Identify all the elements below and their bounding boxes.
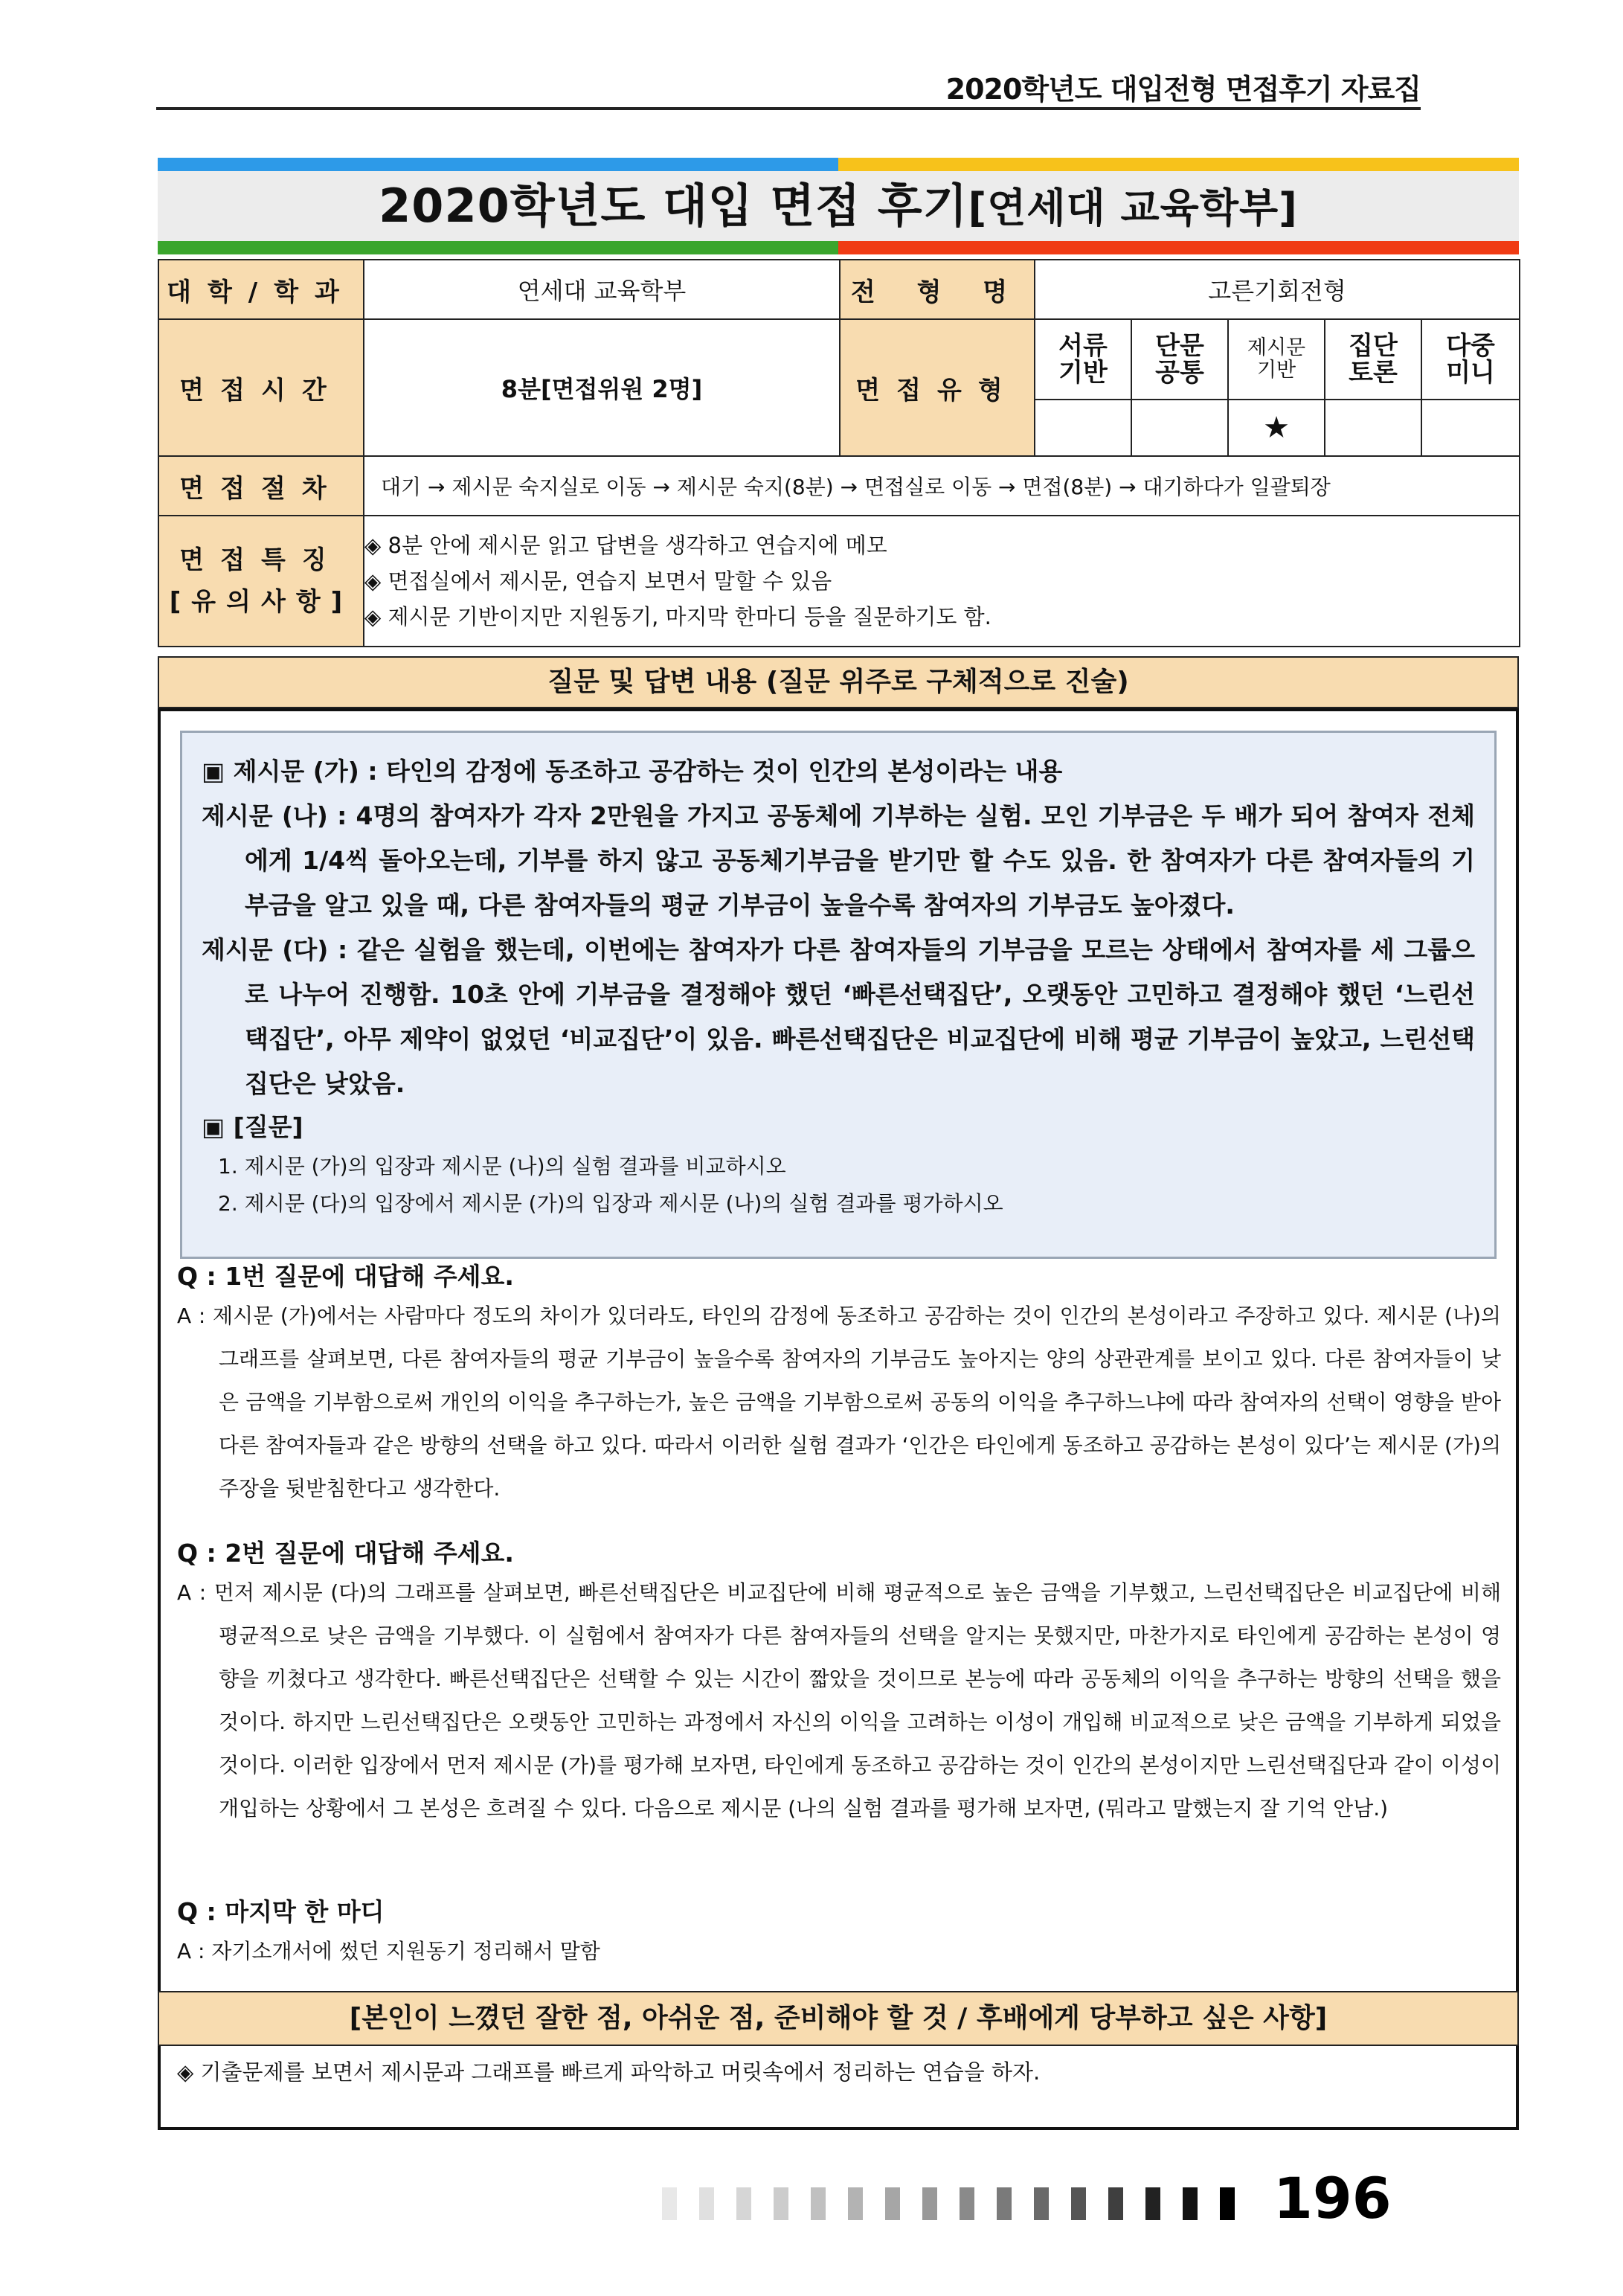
type-group: 집단 토론 [1325,319,1421,400]
footer-marker [811,2187,826,2220]
footer-marker [997,2187,1012,2220]
qa-item-3 [177,1894,1501,1973]
running-header-text: 2020학년도 대입전형 면접후기 자료집 [939,66,1421,107]
footer-marker [885,2187,900,2220]
footer-marker [922,2187,937,2220]
page-title [158,171,1519,241]
type-mmi-mark [1421,400,1520,456]
footer-marker [1071,2187,1086,2220]
procedure-label: 면접절차 [158,456,364,516]
answer: A : 먼저 제시문 (다)의 그래프를 살펴보면, 빠른선택집단은 비교집단에 비해 평균적으로 높은 금액을 기부했고, 느린선택집단은 비교집단에 비해 평균적으로 낮은 금액을 기부했다. 이 실험에서 참여자가 다른 참여자들의 선택을 알지는 못했지만, 마찬가지로 타인에게 공감하는 본성이 영향을 끼쳤다고 생각한다. 빠른선택집단은 선택할 수 있는 시간이 짧았을 것이므로 본능에 따라 공동체의 이익을 추구하는 방향의 선택을 했을 것이다. 하지만 느린선택집단은 오랫동안 고민하는 과정에서 자신의 이익을 고려하는 이성이 개입해 비교적으로 낮은 금액을 기부하게 되었을 것이다. 이러한 입장에서 먼저 제시문 (가)를 평가해 보자면, 타인에게 동조하고 공감하는 것이 인간의 본성이지만 느린선택집단과 같이 이성이 개입하는 상황에서 그 본성은 흐려질 수 있다. 다음으로 제시문 (나의 실험 결과를 평가해 보자면, (뭐라고 말했는지 잘 기억 안남.) [177,1580,1501,1821]
footer-marker [774,2187,788,2220]
type-doc: 서류 기반 [1035,319,1131,400]
page-title-sub: [연세대 교육학부] [968,185,1298,231]
footer-marker [699,2187,714,2220]
footer-marker [736,2187,751,2220]
time-label: 면접시간 [158,319,364,456]
running-header [156,71,1421,116]
info-table [158,259,1520,647]
prompt-question-header: ▣ [질문] [202,1112,303,1141]
track-label: 전 형 명 [840,260,1035,319]
answer: A : 제시문 (가)에서는 사람마다 정도의 차이가 있더라도, 타인의 감정에 동조하고 공감하는 것이 인간의 본성이라고 주장하고 있다. 제시문 (나)의 그래프를 살펴보면, 다른 참여자들의 평균 기부금이 높을수록 참여자의 기부금도 높아지는 양의 상관관계를 보이고 있다. 다른 참여자들이 낮은 금액을 기부함으로써 개인의 이익을 추구하는가, 높은 금액을 기부함으로써 공동의 이익을 추구하느냐에 따라 참여자의 선택이 영향을 받아 다른 참여자들과 같은 방향의 선택을 하고 있다. 따라서 이러한 실험 결과가 ‘인간은 타인에게 동조하고 공감하는 본성이 있다’는 제시문 (가)의 주장을 뒷받침한다고 생각한다. [177,1303,1501,1501]
advice-note: ◈ 기출문제를 보면서 제시문과 그래프를 빠르게 파악하고 머릿속에서 정리하는 연습을 하자. [177,2059,1041,2085]
title-bar-yellow [838,158,1519,171]
univ-label: 대학/학과 [158,260,364,319]
advice-section-header: [본인이 느꼈던 잘한 점, 아쉬운 점, 준비해야 할 것 / 후배에게 당부하고 싶은 사항] [158,1991,1519,2046]
page-number: 196 [1273,2165,1392,2231]
footer-marker [1220,2187,1235,2220]
qa-item-2 [177,1536,1501,1830]
type-passage: 제시문 기반 [1228,319,1325,400]
univ-value: 연세대 교육학부 [364,260,840,319]
footer-marker [1183,2187,1198,2220]
type-short: 단문 공통 [1131,319,1228,400]
title-bar-red [838,241,1519,254]
header-rule [156,107,1421,110]
footer-marker [1034,2187,1049,2220]
title-bar-blue [158,158,838,171]
type-passage-mark: ★ [1228,400,1325,456]
footer-marker [848,2187,863,2220]
feature-item: ◈ 면접실에서 제시문, 연습지 보면서 말할 수 있음 [364,568,832,594]
features-list [364,516,1520,647]
time-value: 8분[면접위원 2명] [364,319,840,456]
prompt-passage-da: 제시문 (다) : 같은 실험을 했는데, 이번에는 참여자가 다른 참여자들의 기부금을 모르는 상태에서 참여자를 세 그룹으로 나누어 진행함. 10초 안에 기부금을 결정해야 했던 ‘빠른선택집단’, 오랫동안 고민하고 결정해야 했던 ‘느린선택집단’, 아무 제약이 없었던 ‘비교집단’이 있음. 빠른선택집단은 비교집단에 비해 평균 기부금이 높았고, 느린선택집단은 낮았음. [202,935,1475,1098]
answer: A : 자기소개서에 썼던 지원동기 정리해서 말함 [177,1939,600,1963]
feature-item: ◈ 제시문 기반이지만 지원동기, 마지막 한마디 등을 질문하기도 함. [364,604,992,629]
prompt-passage-ga: ▣ 제시문 (가) : 타인의 감정에 동조하고 공감하는 것이 인간의 본성이라는 내용 [202,757,1063,786]
qa-item-1 [177,1259,1501,1510]
question: Q : 2번 질문에 대답해 주세요. [177,1539,514,1568]
title-block [158,158,1519,254]
footer-marker [1145,2187,1160,2220]
page-title-main: 2020학년도 대입 면접 후기 [379,179,968,233]
type-label: 면접유형 [840,319,1035,456]
footer-marker [960,2187,974,2220]
feature-item: ◈ 8분 안에 제시문 읽고 답변을 생각하고 연습지에 메모 [364,533,887,558]
type-doc-mark [1035,400,1131,456]
prompt-passage-na: 제시문 (나) : 4명의 참여자가 각자 2만원을 가지고 공동체에 기부하는 실험. 모인 기부금은 두 배가 되어 참여자 전체에게 1/4씩 돌아오는데, 기부를 하지 않고 공동체기부금을 받기만 할 수도 있음. 한 참여자가 다른 참여자들의 기부금을 알고 있을 때, 다른 참여자들의 평균 기부금이 높을수록 참여자의 기부금도 높아졌다. [202,801,1475,920]
prompt-question-1: 1. 제시문 (가)의 입장과 제시문 (나)의 실험 결과를 비교하시오 [218,1154,786,1179]
prompt-question-2: 2. 제시문 (다)의 입장에서 제시문 (가)의 입장과 제시문 (나)의 실험 결과를 평가하시오 [218,1191,1003,1216]
footer-marker [662,2187,677,2220]
footer-marker [1108,2187,1123,2220]
type-group-mark [1325,400,1421,456]
type-mmi: 다중 미니 [1421,319,1520,400]
question: Q : 마지막 한 마디 [177,1897,385,1926]
track-value: 고른기회전형 [1035,260,1520,319]
qa-section-header: 질문 및 답변 내용 (질문 위주로 구체적으로 진술) [158,656,1519,708]
question: Q : 1번 질문에 대답해 주세요. [177,1262,514,1291]
title-bar-green [158,241,838,254]
type-short-mark [1131,400,1228,456]
prompt-box [180,731,1497,1259]
features-label: 면접특징 [유의사항] [158,516,364,647]
procedure-value: 대기 → 제시문 숙지실로 이동 → 제시문 숙지(8분) → 면접실로 이동 → 면접(8분) → 대기하다가 일괄퇴장 [364,456,1520,516]
